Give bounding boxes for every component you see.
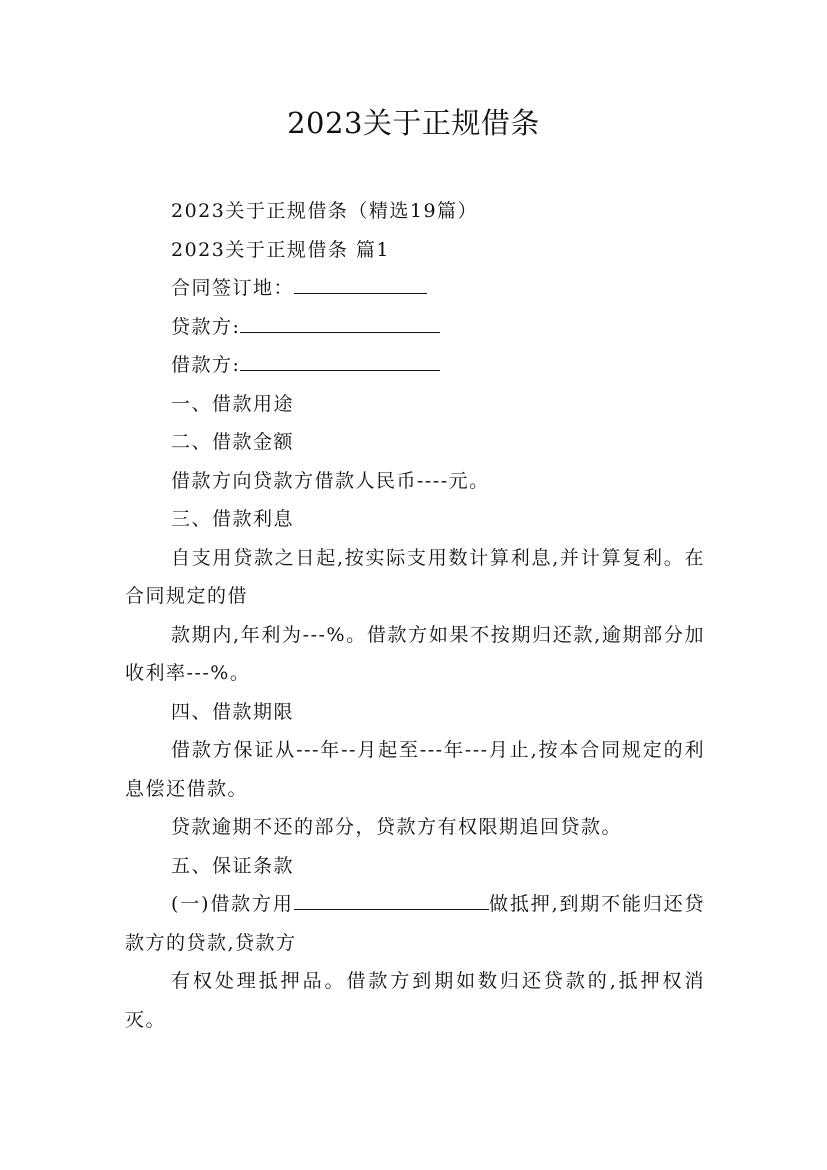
- paragraph-section-heading: 2023关于正规借条 篇1: [171, 238, 390, 261]
- paragraph-interest-rate: 款期内,年利为---%。借款方如果不按期归还款,逾期部分加收利率---%。: [125, 623, 705, 684]
- paragraph-subtitle: 2023关于正规借条（精选19篇）: [171, 200, 479, 222]
- paragraph-lender: [125, 308, 705, 347]
- heading-guarantee: 五、保证条款: [171, 854, 295, 877]
- document-body: [125, 192, 705, 1039]
- heading-loan-purpose: 一、借款用途: [171, 392, 295, 415]
- paragraph-contract-location: [125, 269, 705, 308]
- collateral-text-before: (一)借款方用: [171, 893, 294, 915]
- contract-location-label: 合同签订地：: [171, 277, 295, 299]
- lender-label: 贷款方:: [171, 315, 241, 338]
- borrower-blank: [240, 351, 440, 371]
- paragraph-borrower: [125, 346, 705, 385]
- contract-location-blank: [294, 274, 427, 294]
- paragraph-loan-term: 借款方保证从---年--月起至---年---月止,按本合同规定的利息偿还借款。: [125, 739, 705, 800]
- lender-blank: [240, 313, 440, 333]
- paragraph-collateral-rights: 有权处理抵押品。借款方到期如数归还贷款的,抵押权消灭。: [125, 970, 705, 1031]
- collateral-text-after: 做抵押,到期不能归还贷款方的贷款,贷款方: [125, 893, 706, 954]
- heading-loan-term: 四、借款期限: [171, 700, 295, 723]
- document-title: 2023关于正规借条: [287, 106, 540, 140]
- heading-loan-amount: 二、借款金额: [171, 431, 295, 453]
- paragraph-interest-calc: 自支用贷款之日起,按实际支用数计算利息,并计算复利。在合同规定的借: [125, 546, 705, 607]
- collateral-blank: [294, 890, 489, 910]
- paragraph-loan-amount: 借款方向贷款方借款人民币----元。: [171, 469, 490, 492]
- paragraph-overdue: 贷款逾期不还的部分，贷款方有权限期追回贷款。: [171, 816, 623, 838]
- heading-loan-interest: 三、借款利息: [171, 508, 295, 530]
- paragraph-collateral: [125, 885, 705, 962]
- borrower-label: 借款方:: [171, 354, 241, 376]
